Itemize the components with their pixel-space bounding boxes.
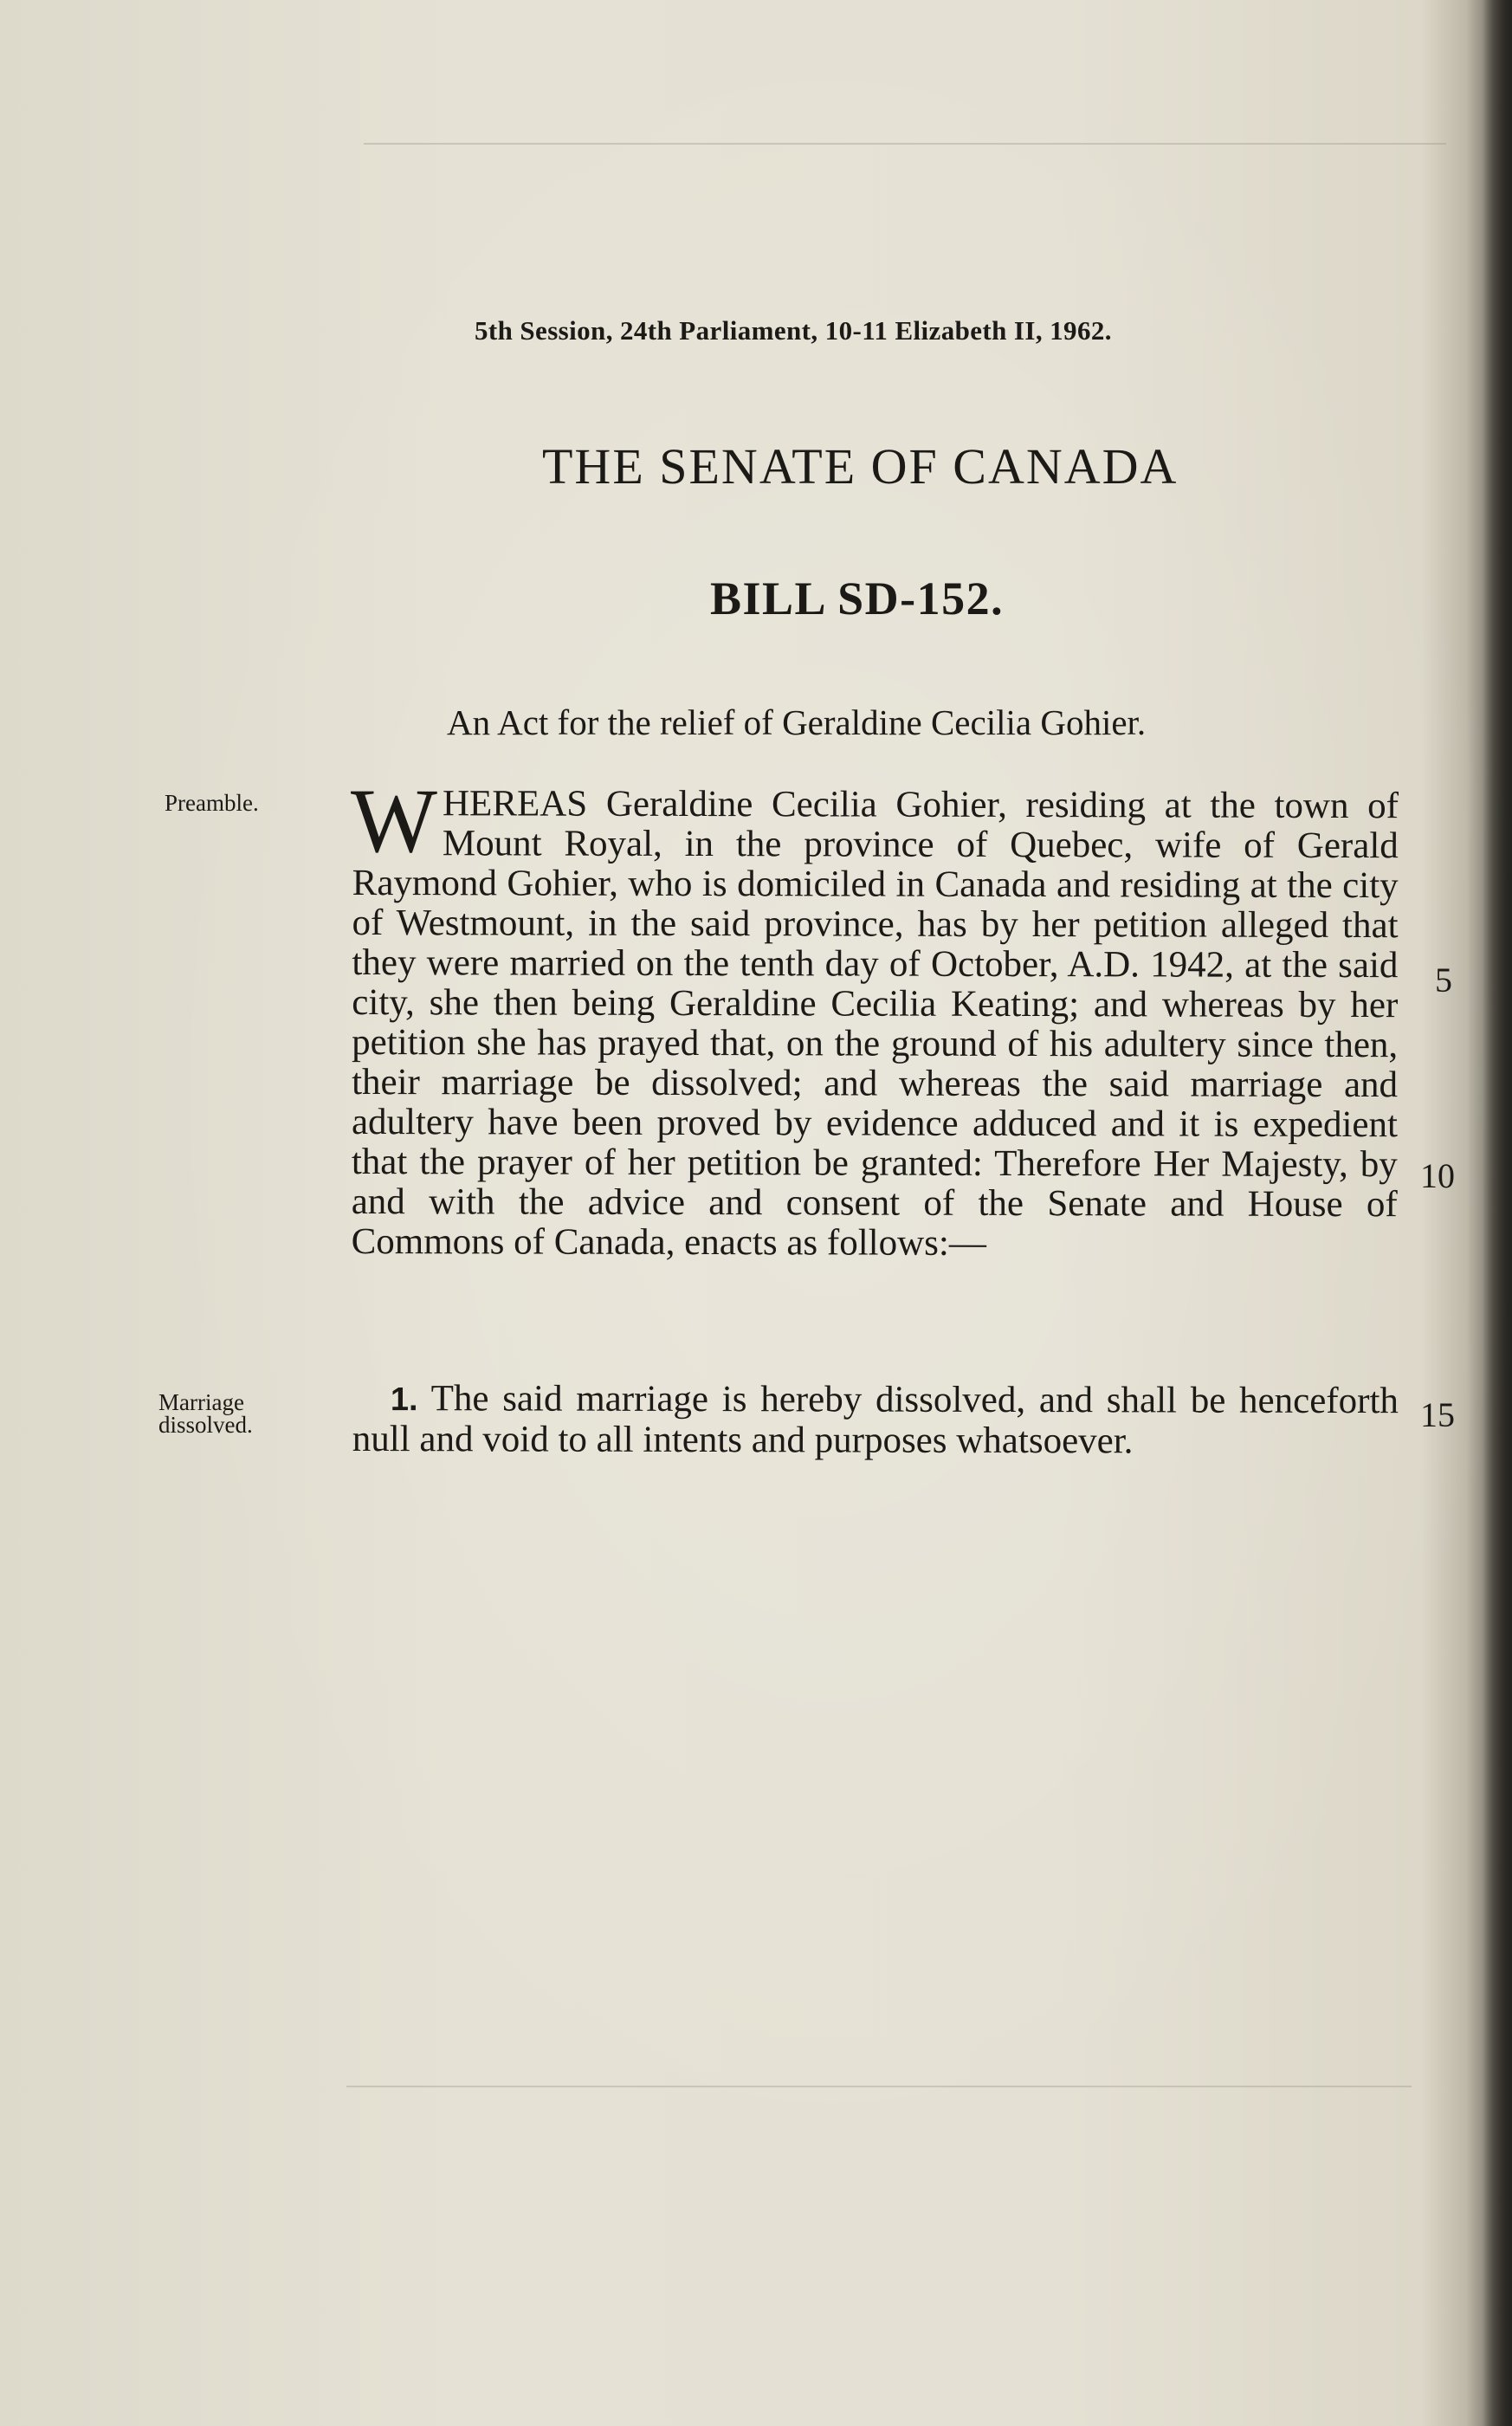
ghost-rule-bottom (346, 2086, 1412, 2087)
margin-note-marriage: Marriage (158, 1389, 244, 1415)
clause-1-text: The said marriage is hereby dissolved, and shall be henceforth null and void to all intents and purposes whatsoever. (352, 1378, 1399, 1462)
binding-edge (1483, 0, 1512, 2426)
clause-1-paragraph (352, 1379, 1399, 1462)
drop-cap-letter: W (350, 769, 438, 872)
preamble-text: HEREAS Geraldine Cecilia Gohier, residing at the town of Mount Royal, in the province of Quebec, wife of Gerald Raymond Gohier, who is domiciled in Canada and residing at the city of Westmount, in the said province, has by her petition alleged that they were married on the tenth day of October, A.D. 1942, at the said city, she then being Geraldine Cecilia Keating; and whereas by her petition she has prayed that, on the ground of his adultery since then, their marriage be dissolved; and whereas the said marriage and adultery have been proved by evidence adduced and it is expedient that the prayer of her petition be granted: Therefore Her Majesty, by and with the advice and consent of the Senate and House of Commons of Canada, enacts as follows:— (351, 783, 1399, 1264)
clause-number: 1. (390, 1381, 418, 1419)
institution-title: THE SENATE OF CANADA (542, 438, 1179, 495)
act-title: An Act for the relief of Geraldine Cecilia Gohier. (447, 702, 1147, 742)
bill-number: BILL SD-152. (710, 573, 1005, 624)
line-number-5: 5 (1435, 961, 1452, 1000)
preamble-paragraph (350, 769, 1399, 1265)
margin-note-dissolved: dissolved. (158, 1412, 253, 1438)
line-number-15: 15 (1420, 1395, 1455, 1434)
line-number-10: 10 (1420, 1156, 1455, 1195)
margin-note-preamble: Preamble. (165, 790, 259, 816)
session-line: 5th Session, 24th Parliament, 10-11 Elizabeth II, 1962. (475, 315, 1112, 346)
ghost-rule-top (364, 143, 1446, 145)
